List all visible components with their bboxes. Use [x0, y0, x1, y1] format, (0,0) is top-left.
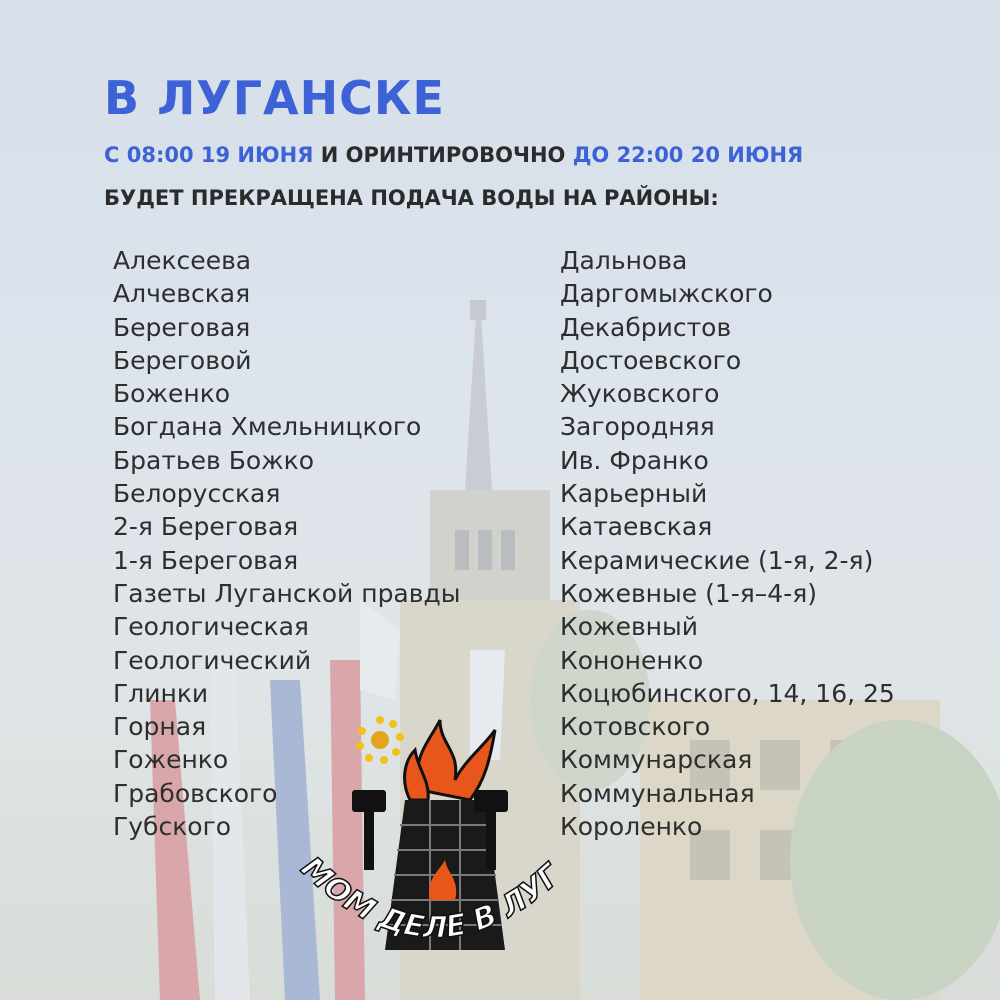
street-item: Катаевская	[560, 512, 713, 542]
street-item: Глинки	[113, 678, 209, 708]
street-item: 2-я Береговая	[113, 512, 299, 542]
street-item: Боженко	[113, 379, 231, 409]
page-title: В ЛУГАНСКЕ	[104, 71, 445, 125]
period-connector: И ОРИНТИРОВОЧНО	[320, 143, 566, 167]
street-item: Карьерный	[560, 479, 708, 509]
street-item: Гоженко	[113, 745, 229, 775]
street-list-right	[560, 244, 895, 843]
street-item: Алчевская	[113, 279, 251, 309]
street-item: Короленко	[560, 812, 703, 842]
street-item: Береговая	[113, 312, 251, 342]
street-item: Белорусская	[113, 479, 281, 509]
street-item: Береговой	[113, 345, 252, 375]
schedule-line	[104, 141, 803, 169]
street-item: Геологическая	[113, 612, 309, 642]
street-item: Геологический	[113, 645, 312, 675]
street-item: Кононенко	[560, 645, 704, 675]
logo-text: МОМ ДЕЛЕ В ЛУГ	[294, 850, 568, 946]
street-item: Губского	[113, 812, 232, 842]
street-item: Коммунарская	[560, 745, 753, 775]
street-item: Грабовского	[113, 778, 278, 808]
street-item: Керамические (1-я, 2-я)	[560, 545, 874, 575]
period-end: ДО 22:00 20 ИЮНЯ	[572, 143, 804, 167]
period-start: С 08:00 19 ИЮНЯ	[104, 143, 314, 167]
street-item: 1-я Береговая	[113, 545, 299, 575]
street-item: Даргомыжского	[560, 279, 773, 309]
street-item: Коцюбинского, 14, 16, 25	[560, 678, 895, 708]
street-item: Богдана Хмельницкого	[113, 412, 422, 442]
street-item: Братьев Божко	[113, 445, 315, 475]
street-item: Загородняя	[560, 412, 715, 442]
street-item: Кожевный	[560, 612, 699, 642]
street-item: Алексеева	[113, 246, 252, 275]
announcement-subtitle: БУДЕТ ПРЕКРАЩЕНА ПОДАЧА ВОДЫ НА РАЙОНЫ:	[104, 186, 719, 210]
street-item: Жуковского	[560, 379, 720, 409]
street-item: Коммунальная	[560, 778, 755, 808]
street-item: Котовского	[560, 712, 711, 742]
street-item: Газеты Луганской правды	[113, 578, 461, 608]
street-item: Кожевные (1-я–4-я)	[560, 578, 818, 608]
street-item: Горная	[113, 712, 207, 742]
street-item: Ив. Франко	[560, 445, 709, 475]
street-item: Достоевского	[560, 345, 742, 375]
torch-hammers-emblem-icon	[290, 700, 580, 990]
street-item: Дальнова	[560, 246, 688, 275]
street-item: Декабристов	[560, 312, 732, 342]
